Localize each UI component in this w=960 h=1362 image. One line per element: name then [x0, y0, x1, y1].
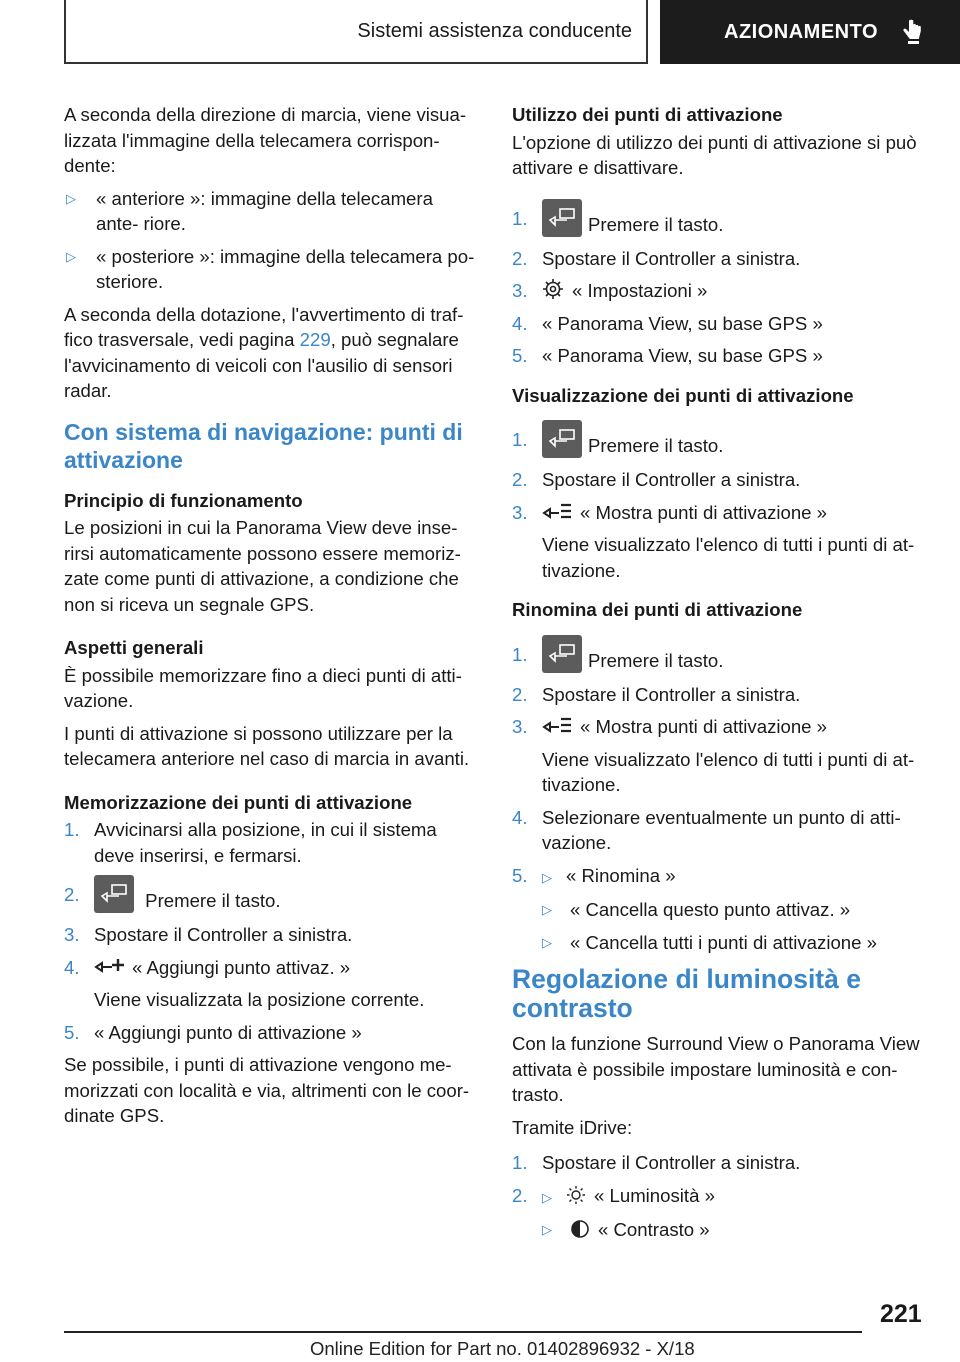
list-camera-icon [542, 716, 572, 736]
luminosity-text: Con la funzione Surround View o Panorama View attivata è possibile impostare luminosità e con- trasto. [512, 1033, 920, 1105]
hand-pointer-icon [900, 19, 924, 45]
list-item: 3. « Mostra punti di attivazione » Viene visualizzato l'elenco di tutti i punti di at- tivazione. [512, 501, 915, 581]
footer-text: Online Edition for Part no. 01402896932 - X/18 [310, 1338, 695, 1359]
triangle-right-icon: ▷ [66, 248, 76, 264]
page-reference-link[interactable]: 229 [299, 329, 331, 350]
list-item: 2. Premere il tasto. [64, 875, 476, 915]
list-item: ▷ « Cancella tutti i punti di attivazione » [542, 930, 932, 956]
contrast-icon [570, 1219, 590, 1239]
list-item: 2. ▷ « Luminosità » [512, 1184, 715, 1206]
aspetti-text-2: I punti di attivazione si possono utilizzare per la telecamera anteriore nel caso di marcia in avanti. [64, 722, 470, 769]
triangle-right-icon: ▷ [542, 1189, 552, 1205]
list-item: 2. Spostare il Controller a sinistra. [512, 683, 801, 705]
list-item: 3. Spostare il Controller a sinistra. [64, 924, 353, 945]
subheading-aspetti: Aspetti generali [64, 637, 204, 658]
left-column [64, 102, 476, 1136]
list-item: 3. « Impostazioni » [512, 280, 708, 301]
camera-button-icon [94, 875, 134, 913]
list-item: ▷ « anteriore »: immagine della telecamera ante- riore. [64, 186, 476, 237]
gear-icon [542, 278, 564, 300]
subheading-rinomina: Rinomina dei punti di attivazione [512, 599, 803, 620]
list-item: 1. Avvicinarsi alla posizione, in cui il sistema deve inserirsi, e fermarsi. [64, 819, 437, 866]
list-item: 5. « Aggiungi punto di attivazione » [64, 1021, 362, 1043]
subheading-memorizzazione: Memorizzazione dei punti di attivazione [64, 791, 413, 813]
list-item: 2. Spostare il Controller a sinistra. [512, 247, 801, 269]
camera-button-icon [542, 420, 582, 458]
triangle-right-icon: ▷ [66, 190, 76, 206]
list-item: 4. Selezionare eventualmente un punto di atti- vazione. [512, 806, 901, 853]
triangle-right-icon: ▷ [542, 869, 552, 885]
list-item: 5. « Panorama View, su base GPS » [512, 345, 823, 366]
list-item: 4. « Aggiungi punto attivaz. » Viene visualizzata la posizione corrente. [64, 956, 425, 1010]
right-column [512, 102, 932, 1250]
idrive-text: Tramite iDrive: [512, 1116, 633, 1138]
list-item: 1. Premere il tasto. [512, 420, 932, 460]
list-item: ▷ « Cancella questo punto attivaz. » [542, 897, 932, 923]
dotation-paragraph: A seconda della dotazione, l'avvertimento di traf- fico trasversale, vedi pagina 229, può segnalare l'avvicinamento di veicoli con l'ausilio di sensori radar. [64, 303, 464, 401]
triangle-right-icon: ▷ [542, 1222, 552, 1237]
triangle-right-icon: ▷ [542, 934, 552, 950]
header-section-box [64, 0, 648, 64]
footer-divider [64, 1331, 862, 1333]
main-heading: Regolazione di luminosità e contrasto [512, 964, 861, 1023]
header-chapter-box [660, 0, 960, 64]
brightness-icon [566, 1185, 586, 1205]
page-number: 221 [880, 1300, 922, 1328]
subheading-principio: Principio di funzionamento [64, 489, 303, 511]
subheading-visualizzazione: Visualizzazione dei punti di attivazione [512, 384, 854, 406]
list-item: 1. Premere il tasto. [512, 635, 932, 675]
list-camera-icon [542, 502, 572, 522]
section-heading: Con sistema di navigazione: punti di attivazione [64, 418, 463, 473]
camera-button-icon [542, 199, 582, 237]
triangle-right-icon: ▷ [542, 902, 552, 917]
list-item: 2. Spostare il Controller a sinistra. [512, 469, 801, 490]
list-item: ▷ « posteriore »: immagine della telecamera po- steriore. [64, 244, 476, 295]
subheading-utilizzo: Utilizzo dei punti di attivazione [512, 104, 783, 125]
header-chapter-title: AZIONAMENTO [724, 20, 879, 43]
memo-end-text: Se possibile, i punti di attivazione vengono me- morizzati con località e via, altrimenti con le coor- dinate GPS. [64, 1054, 470, 1126]
list-item: 1. Premere il tasto. [512, 199, 932, 239]
list-item: 4. « Panorama View, su base GPS » [512, 312, 823, 334]
aspetti-text-1: È possibile memorizzare fino a dieci punti di atti- vazione. [64, 664, 462, 711]
principio-text: Le posizioni in cui la Panorama View deve inse- rirsi automaticamente possono essere memoriz- zate come punti di attivazione, a condizione che non si riceva un segnale GPS. [64, 517, 461, 615]
utilizzo-text: L'opzione di utilizzo dei punti di attivazione si può attivare e disattivare. [512, 131, 917, 178]
list-item: ▷ « Contrasto » [542, 1217, 932, 1243]
list-item: 5. ▷ « Rinomina » [512, 864, 676, 886]
list-item: 3. « Mostra punti di attivazione » Viene visualizzato l'elenco di tutti i punti di at- tivazione. [512, 716, 915, 795]
add-camera-icon [94, 957, 124, 977]
intro-paragraph: A seconda della direzione di marcia, viene visua- lizzata l'immagine della telecamera corrispon- dente: [64, 104, 467, 176]
camera-button-icon [542, 635, 582, 673]
header-section-title: Sistemi assistenza conducente [357, 19, 632, 42]
list-item: 1. Spostare il Controller a sinistra. [512, 1152, 801, 1173]
